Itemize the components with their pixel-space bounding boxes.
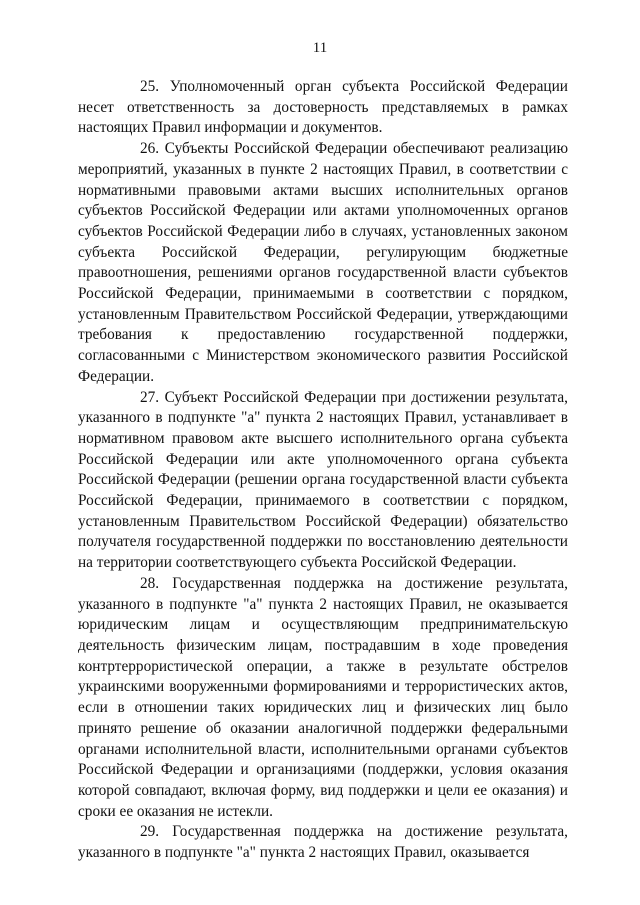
paragraph-29: 29. Государственная поддержка на достижение результата, указанного в подпункте "а" пункта 2 настоящих Правил, оказывается — [78, 823, 568, 862]
paragraph-27: 27. Субъект Российской Федерации при достижении результата, указанного в подпункте "а" пункта 2 настоящих Правил, устанавливает в нормативном правовом акте высшего исполнительного органа субъекта Российской Федерации или акте уполномоченного органа субъекта Российской Федерации (решении органа государственной власти субъекта Российской Федерации, принимаемого в соответствии с порядком, установленным Правительством Российской Федерации) обязательство получателя государственной поддержки по восстановлению деятельности на территории соответствующего субъекта Российской Федерации. — [78, 388, 568, 572]
document-body — [78, 77, 568, 864]
paragraph-28: 28. Государственная поддержка на достижение результата, указанного в подпункте "а" пункта 2 настоящих Правил, не оказывается юридическим лицам и осуществляющим предпринимательскую деятельность физическим лицам, пострадавшим в ходе проведения контртеррористической операции, а также в результате обстрелов украинскими вооруженными формированиями и террористических актов, если в отношении таких юридических лиц и физических лиц было принято решение об оказании аналогичной поддержки федеральными органами исполнительной власти, исполнительными органами субъектов Российской Федерации и организациями (поддержки, условия оказания которой совпадают, включая форму, вид поддержки и цели ее оказания) и сроки ее оказания не истекли. — [78, 574, 568, 820]
paragraph-26: 26. Субъекты Российской Федерации обеспечивают реализацию мероприятий, указанных в пункте 2 настоящих Правил, в соответствии с нормативными правовыми актами высших исполнительных органов субъектов Российской Федерации или актами уполномоченных органов субъектов Российской Федерации либо в случаях, установленных законом субъекта Российской Федерации, регулирующим бюджетные правоотношения, решениями органов государственной власти субъектов Российской Федерации, принимаемыми в соответствии с порядком, установленным Правительством Российской Федерации, утверждающими требования к предоставлению государственной поддержки, согласованными с Министерством экономического развития Российской Федерации. — [78, 140, 568, 385]
page-number: 11 — [312, 40, 328, 56]
paragraph-25: 25. Уполномоченный орган субъекта Российской Федерации несет ответственность за достоверность представляемых в рамках настоящих Правил информации и документов. — [78, 78, 568, 137]
